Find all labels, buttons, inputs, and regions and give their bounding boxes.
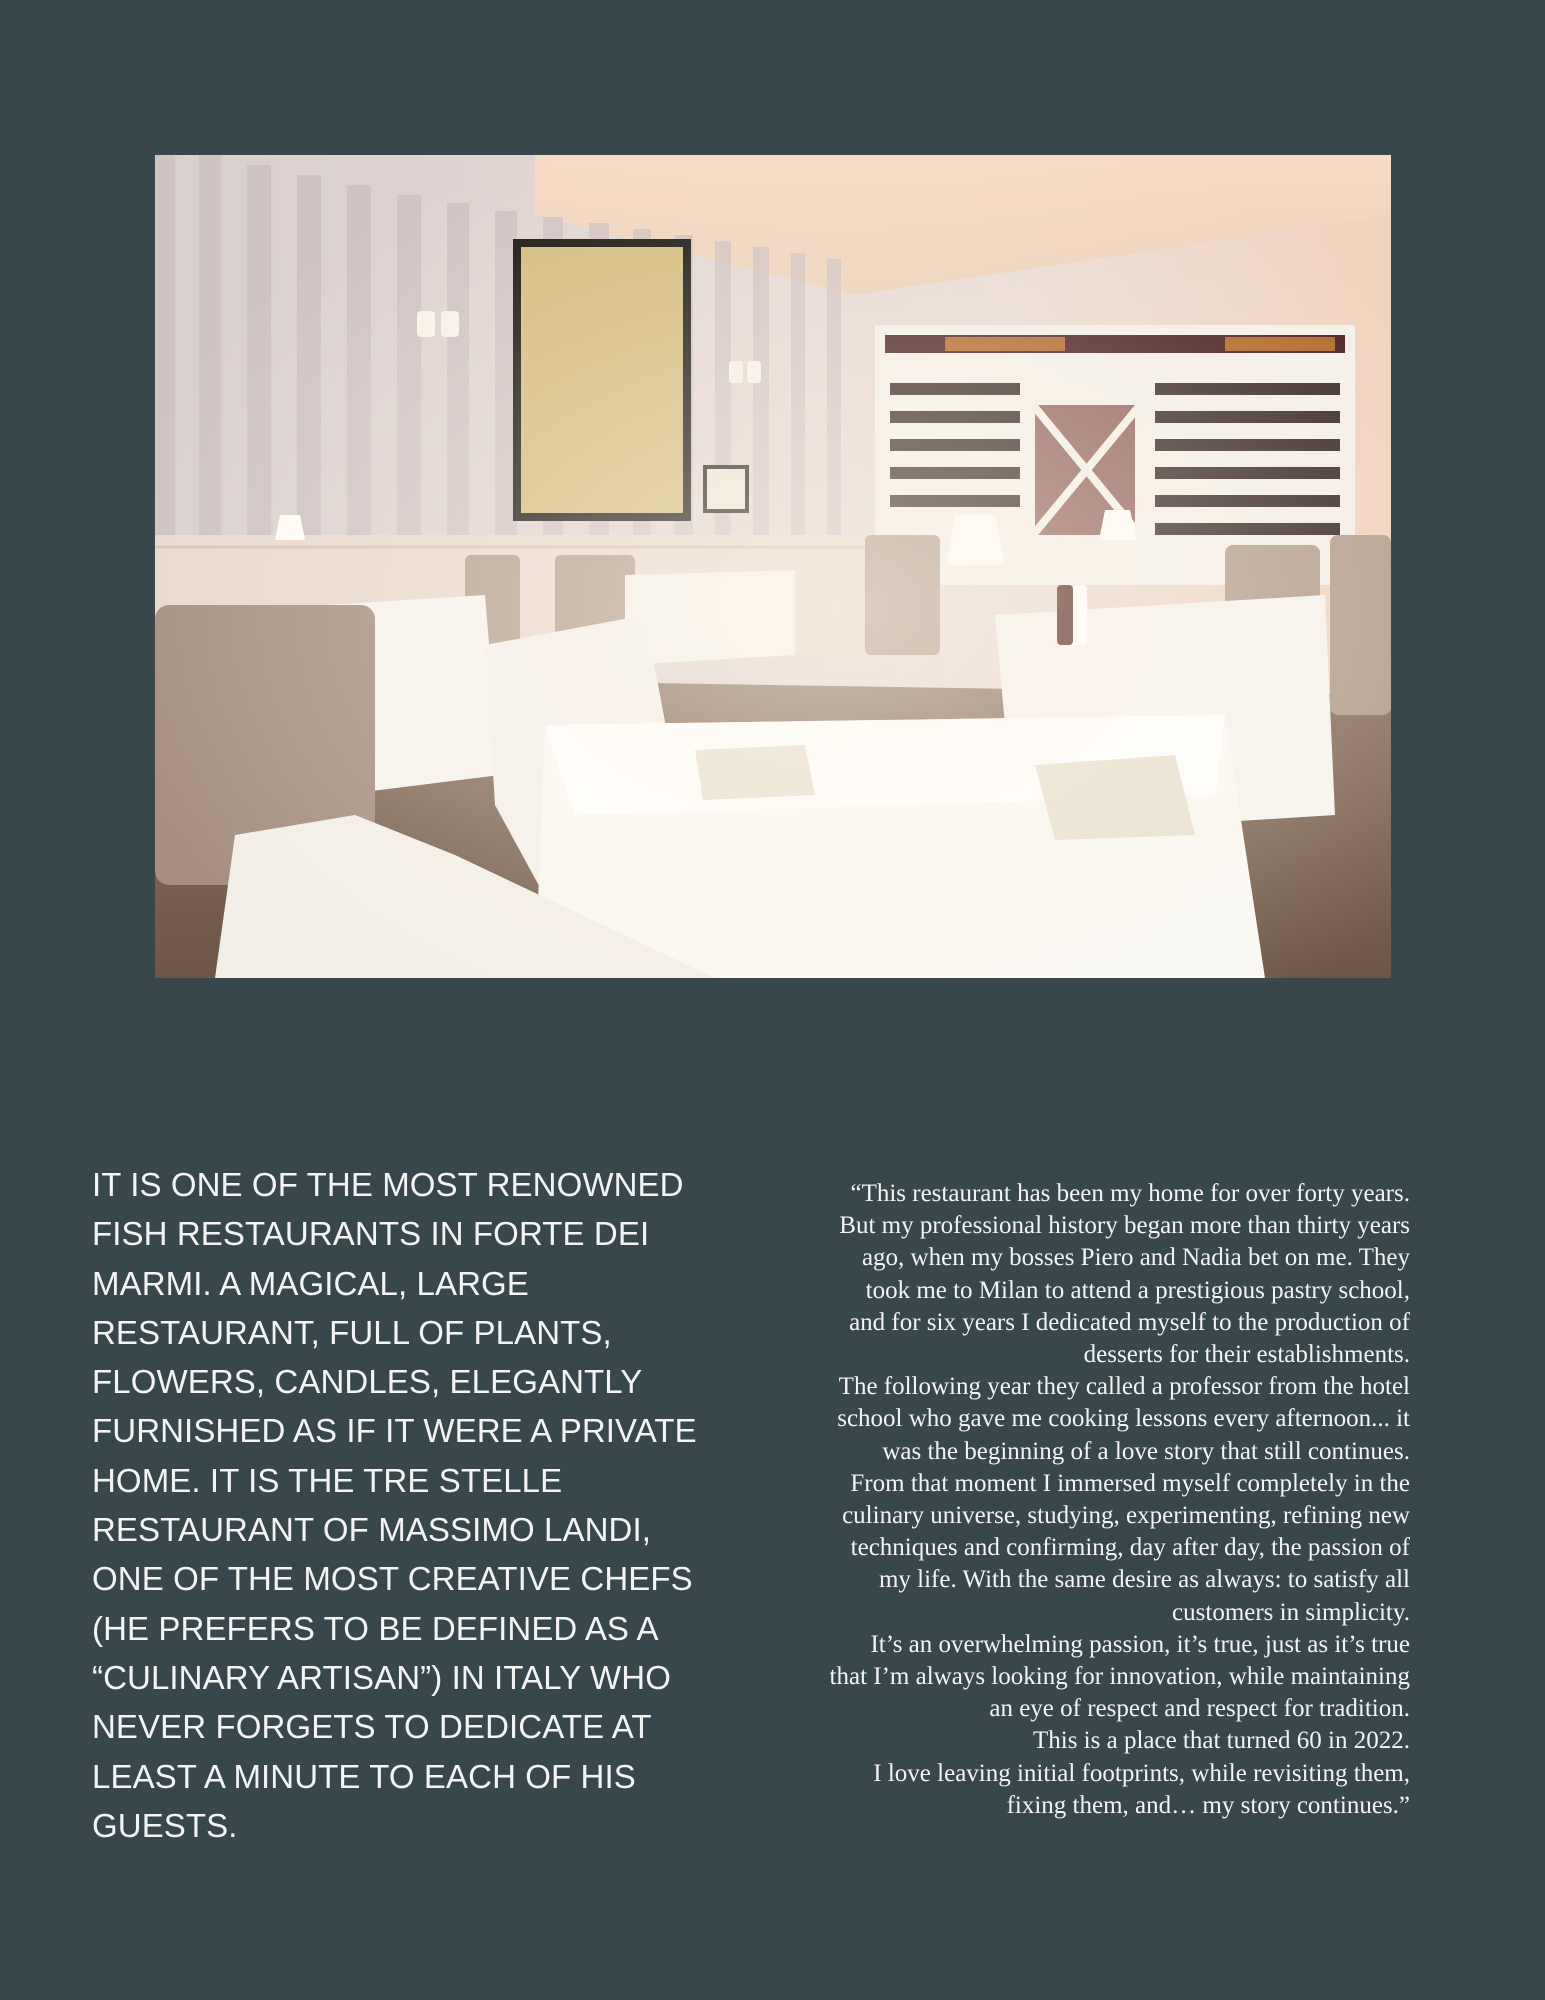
intro-paragraph — [92, 1160, 712, 1850]
chef-quote — [735, 1178, 1410, 1822]
quote-line: “This restaurant has been my home for over forty years. — [850, 1180, 1410, 1207]
intro-line: FURNISHED AS IF IT WERE A PRIVATE — [92, 1412, 697, 1450]
quote-line: that I’m always looking for innovation, while maintaining — [829, 1663, 1410, 1691]
intro-line: “CULINARY ARTISAN”) IN ITALY WHO — [92, 1658, 671, 1696]
quote-line: It’s an overwhelming passion, it’s true, just as it’s true — [870, 1630, 1410, 1658]
intro-line: GUESTS. — [92, 1806, 238, 1844]
quote-line: and for six years I dedicated myself to the production of — [849, 1308, 1410, 1336]
quote-line: an eye of respect and respect for tradition. — [989, 1695, 1410, 1723]
intro-line: MARMI. A MAGICAL, LARGE — [92, 1264, 529, 1302]
quote-line: But my professional history began more than thirty years — [839, 1212, 1410, 1240]
intro-line: LEAST A MINUTE TO EACH OF HIS — [92, 1757, 636, 1795]
quote-line: This is a place that turned 60 in 2022. — [1032, 1727, 1410, 1755]
quote-line: was the beginning of a love story that still continues. — [882, 1437, 1410, 1465]
intro-line: NEVER FORGETS TO DEDICATE AT — [92, 1708, 652, 1746]
restaurant-photo — [155, 155, 1391, 978]
intro-line: HOME. IT IS THE TRE STELLE — [92, 1461, 563, 1499]
quote-line: The following year they called a professor from the hotel — [838, 1373, 1410, 1401]
intro-line: RESTAURANT, FULL OF PLANTS, — [92, 1313, 612, 1351]
quote-line: techniques and confirming, day after day, the passion of — [850, 1534, 1410, 1562]
quote-line: fixing them, and… my story continues.” — [1006, 1791, 1410, 1819]
quote-line: desserts for their establishments. — [1083, 1341, 1410, 1369]
intro-line: IT IS ONE OF THE MOST RENOWNED — [92, 1166, 684, 1203]
intro-line: (HE PREFERS TO BE DEFINED AS A — [92, 1609, 659, 1647]
quote-line: took me to Milan to attend a prestigious pastry school, — [865, 1276, 1410, 1304]
quote-line: I love leaving initial footprints, while revisiting them, — [873, 1759, 1410, 1787]
quote-line: From that moment I immersed myself completely in the — [850, 1469, 1410, 1497]
intro-line: ONE OF THE MOST CREATIVE CHEFS — [92, 1560, 693, 1598]
quote-line: culinary universe, studying, experimenting, refining new — [842, 1502, 1410, 1530]
intro-line: FLOWERS, CANDLES, ELEGANTLY — [92, 1363, 643, 1401]
quote-line: customers in simplicity. — [1172, 1598, 1410, 1626]
intro-line: FISH RESTAURANTS IN FORTE DEI — [92, 1215, 650, 1253]
quote-line: ago, when my bosses Piero and Nadia bet on me. They — [861, 1244, 1410, 1272]
quote-line: school who gave me cooking lessons every afternoon... it — [837, 1405, 1410, 1433]
quote-line: my life. With the same desire as always: to satisfy all — [878, 1566, 1410, 1594]
intro-line: RESTAURANT OF MASSIMO LANDI, — [92, 1511, 651, 1549]
